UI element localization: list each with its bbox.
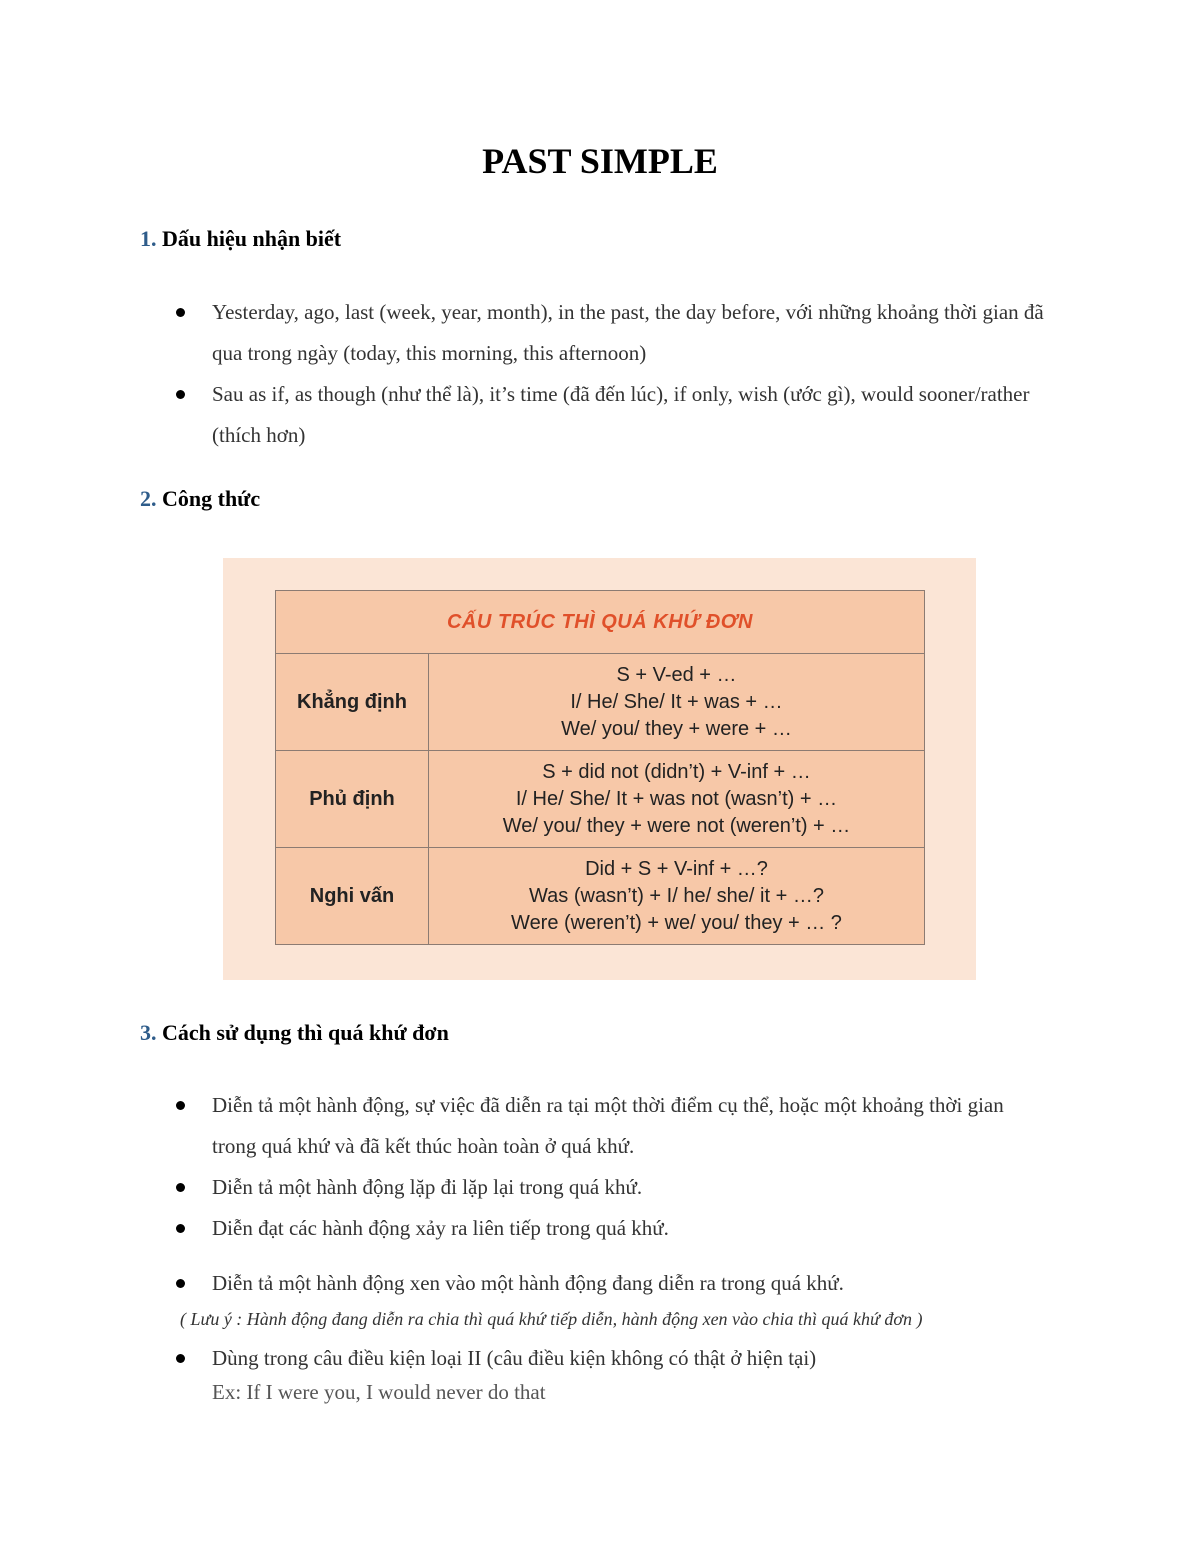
formula-line: I/ He/ She/ It + was + … [570, 690, 783, 713]
bullet-icon [176, 308, 185, 317]
formula-line: Was (wasn’t) + I/ he/ she/ it + …? [529, 884, 824, 907]
formula-line: We/ you/ they + were + … [561, 717, 792, 740]
list-item: Diễn tả một hành động lặp đi lặp lại trong quá khứ. [0, 1167, 1052, 1208]
section-number: 1. [140, 226, 157, 251]
list-item: Dùng trong câu điều kiện loại II (câu điều kiện không có thật ở hiện tại) [0, 1338, 1052, 1379]
formula-table [275, 590, 925, 945]
list-item: Diễn tả một hành động, sự việc đã diễn ra tại một thời điểm cụ thể, hoặc một khoảng thời gian trong quá khứ và đã kết thúc hoàn toàn ở quá khứ. [0, 1085, 1052, 1167]
formula-line: S + V-ed + … [616, 663, 737, 686]
signs-list [0, 292, 1052, 456]
bullet-icon [176, 1183, 185, 1192]
bullet-icon [176, 1101, 185, 1110]
table-row [276, 654, 925, 751]
bullet-icon [176, 390, 185, 399]
section-heading-signs [140, 226, 341, 252]
note-text: ( Lưu ý : Hành động đang diễn ra chia thì quá khứ tiếp diễn, hành động xen vào chia thì quá khứ đơn ) [180, 1309, 923, 1329]
formula-line: Were (weren’t) + we/ you/ they + … ? [511, 911, 842, 934]
section-number: 3. [140, 1020, 157, 1045]
formula-cell [429, 848, 925, 945]
bullet-icon [176, 1354, 185, 1363]
formula-line: S + did not (didn’t) + V-inf + … [542, 760, 811, 783]
formula-figure [223, 558, 976, 980]
section-title: Dấu hiệu nhận biết [162, 226, 342, 251]
formula-line: We/ you/ they + were not (weren’t) + … [502, 814, 851, 837]
bullet-icon [176, 1279, 185, 1288]
formula-line: Did + S + V-inf + …? [585, 857, 768, 880]
list-item: Yesterday, ago, last (week, year, month), in the past, the day before, với những khoảng thời gian đã qua trong ngày (today, this morning, this afternoon) [0, 292, 1052, 374]
formula-line: I/ He/ She/ It + was not (wasn’t) + … [515, 787, 838, 810]
section-title: Cách sử dụng thì quá khứ đơn [162, 1020, 449, 1045]
section-number: 2. [140, 486, 157, 511]
page-title: PAST SIMPLE [482, 141, 718, 181]
formula-cell [429, 751, 925, 848]
section-title: Công thức [162, 486, 261, 511]
formula-cell [429, 654, 925, 751]
example-text: Ex: If I were you, I would never do that [212, 1380, 546, 1404]
row-label: Nghi vấn [276, 848, 429, 945]
table-row [276, 751, 925, 848]
usage-list [0, 1085, 1052, 1249]
list-item: Diễn đạt các hành động xảy ra liên tiếp trong quá khứ. [0, 1208, 1052, 1249]
table-row [276, 848, 925, 945]
row-label: Khẳng định [276, 654, 429, 751]
section-heading-usage [140, 1020, 449, 1046]
section-heading-formula [140, 486, 260, 512]
usage-list-continued [0, 1263, 1052, 1304]
usage-list-last [0, 1338, 1052, 1379]
row-label: Phủ định [276, 751, 429, 848]
list-item: Sau as if, as though (như thể là), it’s time (đã đến lúc), if only, wish (ước gì), would sooner/rather (thích hơn) [0, 374, 1052, 456]
list-item: Diễn tả một hành động xen vào một hành động đang diễn ra trong quá khứ. [0, 1263, 1052, 1304]
table-header: CẤU TRÚC THÌ QUÁ KHỨ ĐƠN [276, 591, 925, 654]
bullet-icon [176, 1224, 185, 1233]
